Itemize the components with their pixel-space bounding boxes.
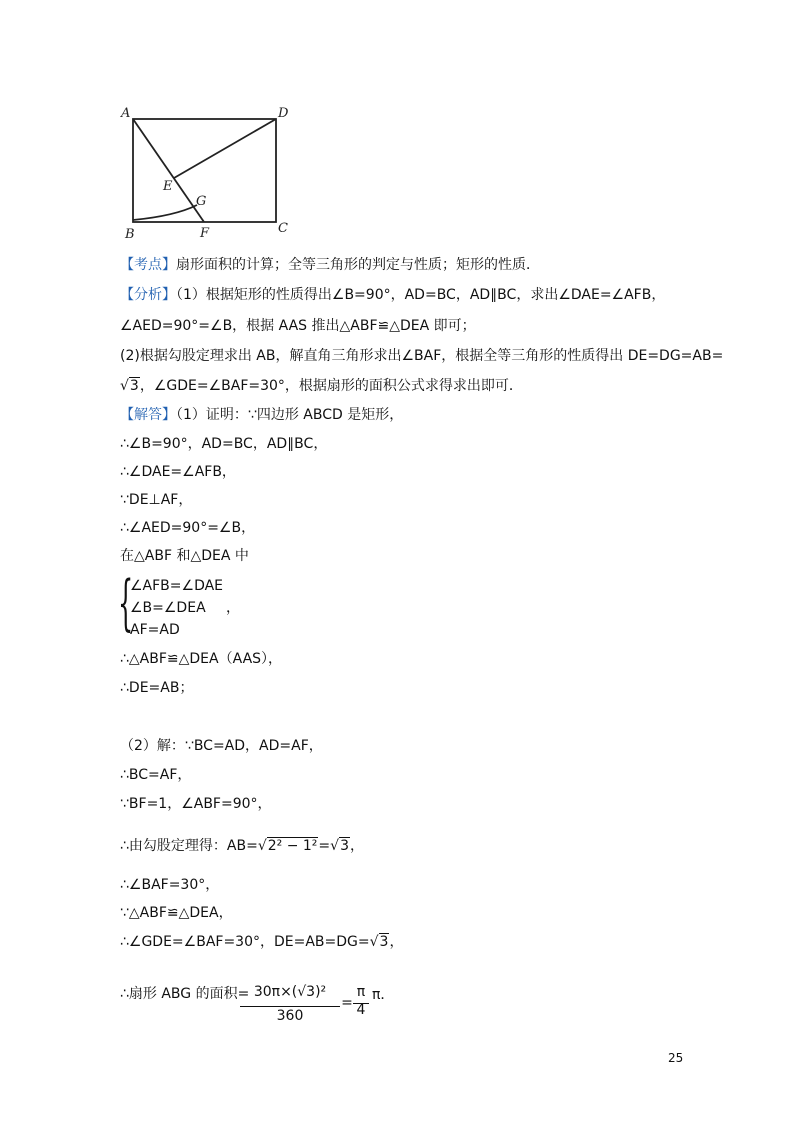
sqrt-3: √3 [120, 378, 139, 394]
kaodian-tag: 【考点】 [120, 257, 176, 273]
fenxi-line-3: (2)根据勾股定理求出 AB，解直角三角形求出∠BAF，根据全等三角形的性质得出 DE=DG=AB= [120, 348, 724, 364]
arc-bg [133, 205, 197, 220]
kaodian-line [120, 255, 540, 275]
condition-3: AF=AD [130, 622, 180, 638]
page-number: 25 [668, 1051, 684, 1065]
fenxi-line-2: ∠AED=90°=∠B，根据 AAS 推出△ABF≌△DEA 即可； [120, 318, 476, 334]
solution-line-5: ∴∠BAF=30°， [120, 877, 220, 893]
sqrt-3-de: √3 [369, 934, 389, 950]
solution-line-1: （2）解：∵BC=AD，AD=AF， [120, 738, 323, 754]
label-e: E [163, 179, 173, 194]
jieda-text-1: （1）证明：∵四边形 ABCD 是矩形， [176, 407, 404, 423]
sqrt-3-result: √3 [330, 838, 349, 854]
label-f: F [200, 226, 210, 241]
segment-de [174, 119, 276, 178]
gde-end: ， [389, 934, 404, 950]
label-b: B [125, 227, 135, 242]
fraction-1-denominator: 360 [276, 1008, 304, 1024]
proof-line-5: ∴∠AED=90°=∠B， [120, 520, 256, 536]
solution-line-4 [120, 836, 364, 856]
area-end: π． [372, 987, 395, 1003]
equation-system [118, 568, 248, 639]
proof-line-7: ∴△ABF≌△DEA（AAS）， [120, 651, 283, 667]
condition-2: ∠B=∠DEA [130, 600, 206, 616]
proof-line-8: ∴DE=AB； [120, 680, 194, 696]
fraction-1-bar [240, 1006, 340, 1007]
fenxi-text-1: （1）根据矩形的性质得出∠B=90°，AD=BC，AD∥BC，求出∠DAE=∠AFB， [176, 287, 666, 303]
system-comma: ， [226, 600, 240, 616]
fenxi-tag: 【分析】 [120, 287, 176, 303]
left-brace: { [118, 568, 134, 638]
area-line-prefix: ∴扇形 ABG 的面积= [120, 986, 250, 1002]
fraction-1-numerator: 30π×(√3)² [253, 984, 327, 1000]
rectangle-figure [0, 0, 800, 250]
proof-line-2: ∴∠B=90°，AD=BC，AD∥BC， [120, 436, 328, 452]
solution-line-6: ∵△ABF≌△DEA， [120, 905, 233, 921]
proof-line-4: ∵DE⊥AF， [120, 492, 193, 508]
fenxi-line-1 [120, 285, 665, 305]
label-g: G [196, 194, 207, 209]
gde-prefix: ∴∠GDE=∠BAF=30°，DE=AB=DG= [120, 934, 370, 950]
fraction-equals: = [341, 995, 353, 1011]
label-a: A [121, 106, 131, 121]
solution-line-7 [120, 932, 403, 952]
proof-line-6: 在△ABF 和△DEA 中 [120, 548, 249, 564]
kaodian-text: 扇形面积的计算；全等三角形的判定与性质；矩形的性质． [176, 257, 540, 273]
fraction-2-numerator: π [356, 984, 366, 1000]
pythagoras-prefix: ∴由勾股定理得：AB= [120, 838, 258, 854]
solution-line-3: ∵BF=1，∠ABF=90°， [120, 796, 272, 812]
solution-line-2: ∴BC=AF， [120, 767, 192, 783]
label-d: D [278, 106, 289, 121]
fenxi-line-4 [120, 376, 523, 396]
sqrt-expression: √2² − 1² [257, 838, 318, 854]
equals-sign: = [318, 838, 331, 854]
jieda-tag: 【解答】 [120, 407, 176, 423]
pythagoras-end: ， [350, 838, 364, 854]
fraction-2-denominator: 4 [356, 1002, 366, 1018]
label-c: C [278, 221, 288, 236]
fenxi-text-4: ，∠GDE=∠BAF=30°，根据扇形的面积公式求得求出即可． [139, 378, 523, 394]
condition-1: ∠AFB=∠DAE [130, 578, 224, 594]
jieda-line-1 [120, 405, 403, 425]
proof-line-3: ∴∠DAE=∠AFB， [120, 464, 236, 480]
